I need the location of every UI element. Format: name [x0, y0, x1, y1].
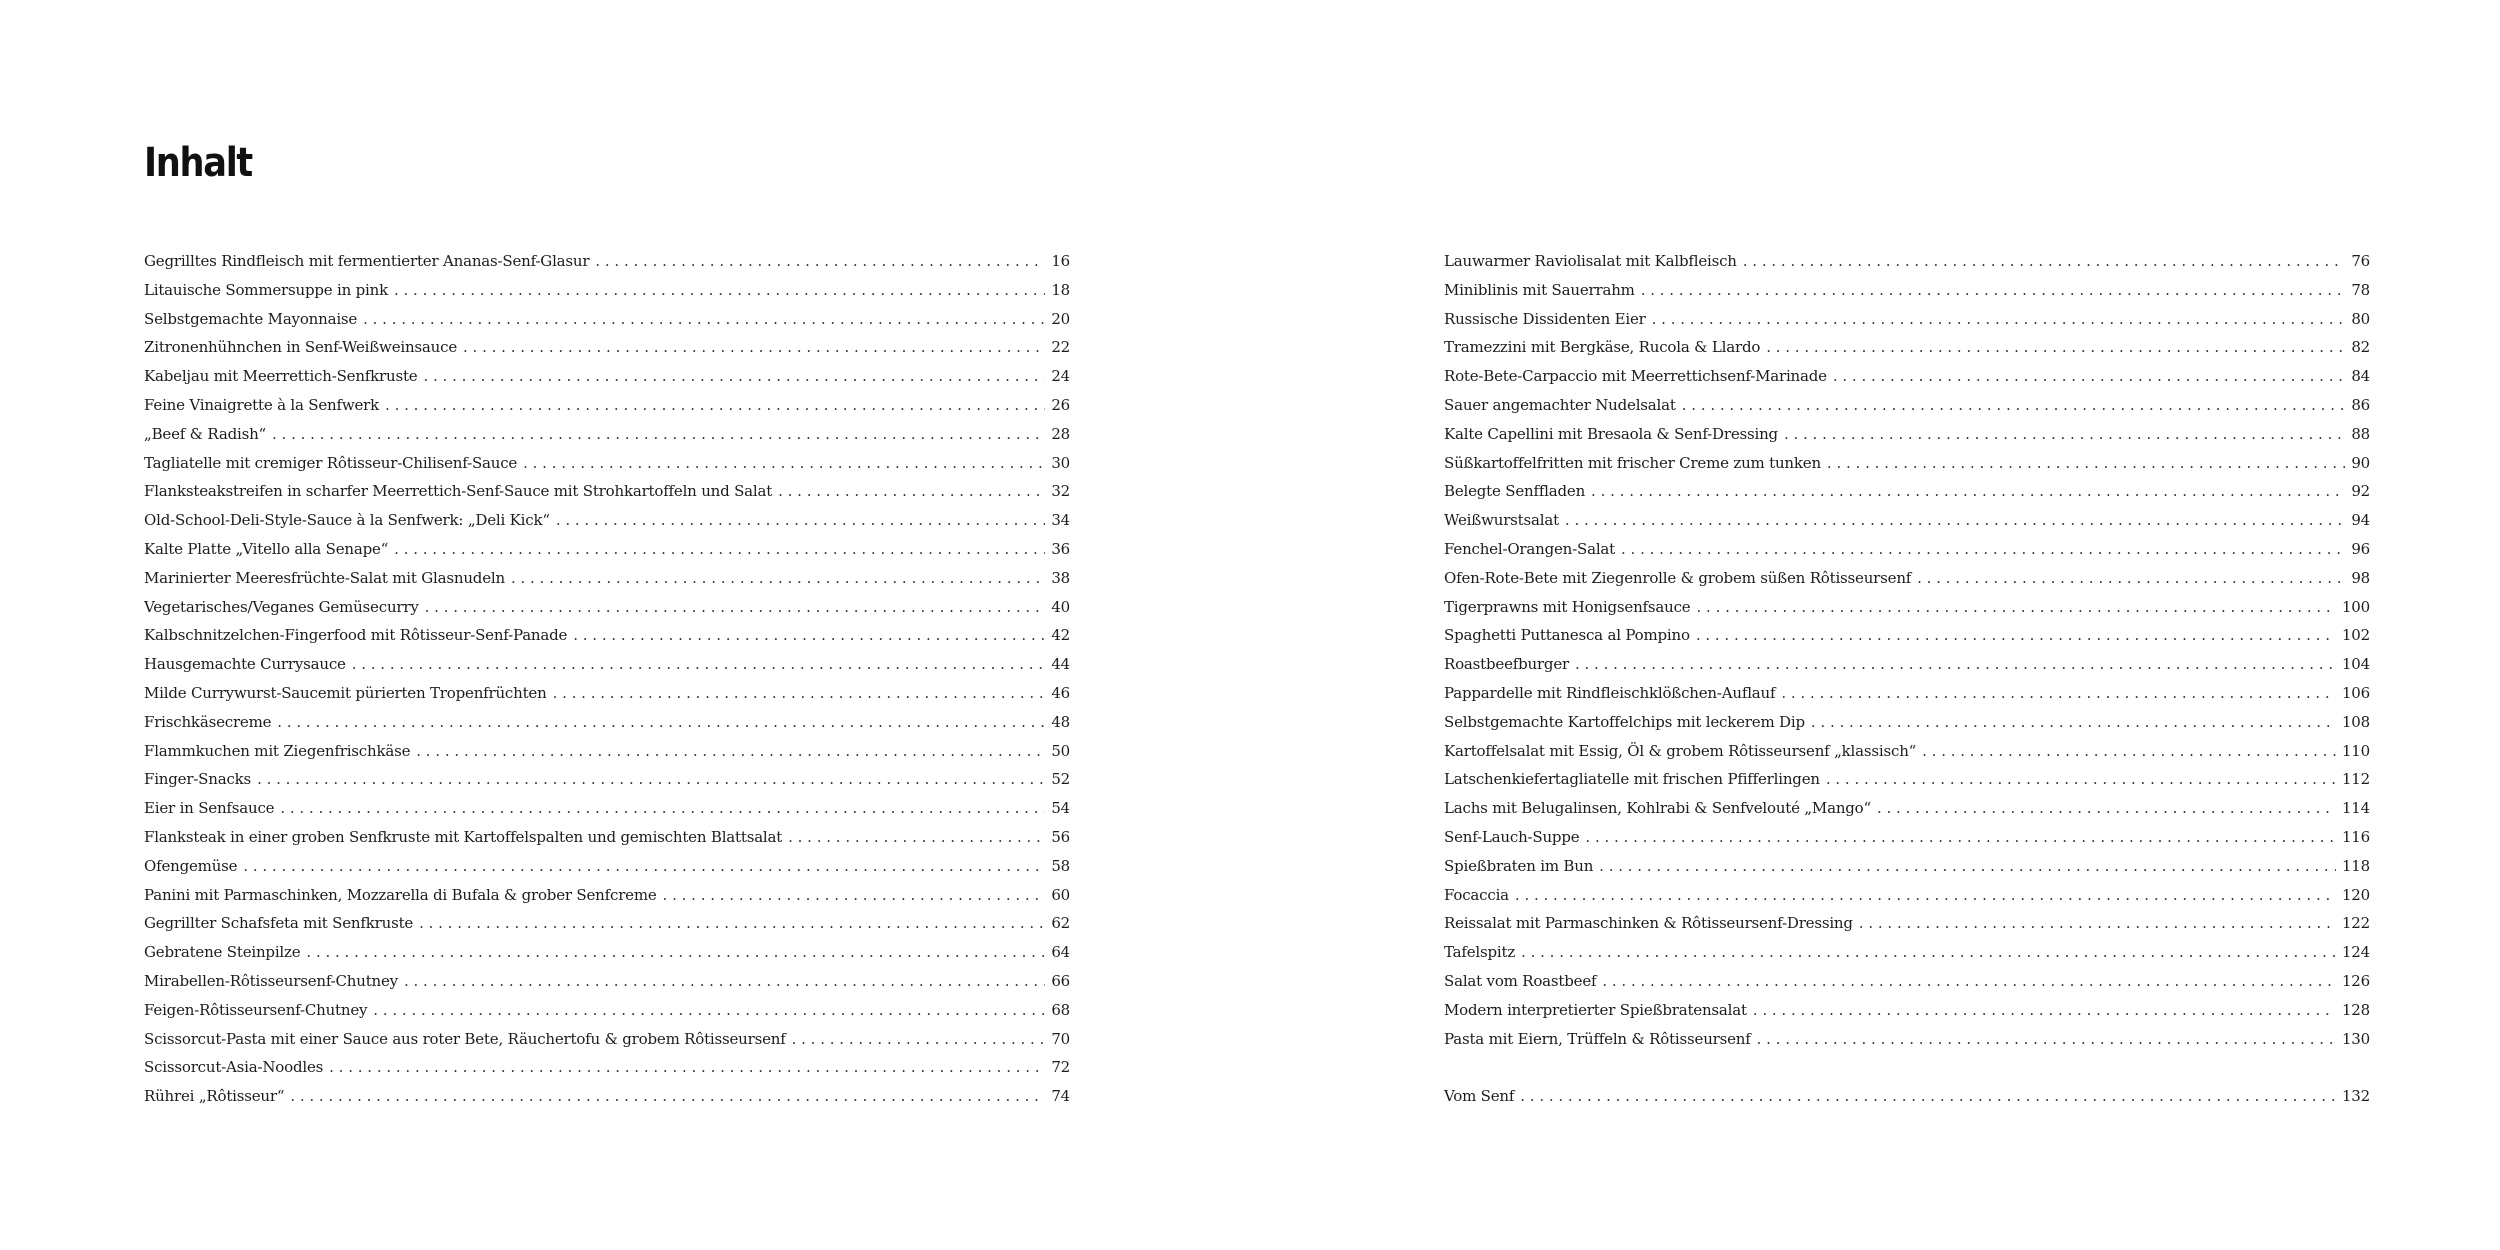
toc-leader-dots [419, 909, 1045, 938]
toc-entry-title: Latschenkiefertagliatelle mit frischen Pfifferlingen [1444, 770, 1820, 789]
toc-entry-title: Flammkuchen mit Ziegenfrischkäse [144, 741, 411, 760]
toc-entry [1444, 765, 2370, 794]
toc-entry-title: Litauische Sommersuppe in pink [144, 280, 388, 299]
toc-entry-title: Ofengemüse [144, 856, 238, 875]
toc-leader-dots [523, 449, 1045, 478]
toc-entry-title: Finger-Snacks [144, 770, 252, 789]
toc-entry-page: 60 [1051, 885, 1070, 904]
toc-leader-dots [511, 564, 1045, 593]
toc-leader-dots [1826, 765, 2336, 794]
toc-entry-title: Ofen-Rote-Bete mit Ziegenrolle & grobem süßen Rôtisseursenf [1444, 568, 1912, 587]
toc-leader-dots [573, 621, 1045, 650]
toc-entry [144, 708, 1070, 737]
toc-entry-page: 94 [2351, 511, 2370, 530]
toc-entry-title: Tagliatelle mit cremiger Rôtisseur-Chilisenf-Sauce [144, 453, 518, 472]
toc-entry [1444, 333, 2370, 362]
toc-entry-title: Feigen-Rôtisseursenf-Chutney [144, 1000, 368, 1019]
toc-entry-page: 70 [1051, 1029, 1070, 1048]
toc-entry-title: Rote-Bete-Carpaccio mit Meerrettichsenf-Marinade [1444, 367, 1827, 386]
toc-entry-title: Reissalat mit Parmaschinken & Rôtisseursenf-Dressing [1444, 914, 1853, 933]
toc-entry [1444, 852, 2370, 881]
toc-leader-dots [595, 247, 1045, 276]
toc-leader-dots [1641, 276, 2346, 305]
toc-leader-dots [1757, 1025, 2336, 1054]
toc-entry-page: 124 [2341, 943, 2370, 962]
toc-entry-page: 92 [2351, 482, 2370, 501]
toc-entry [1444, 996, 2370, 1025]
toc-leader-dots [1585, 823, 2336, 852]
toc-entry-title: Mirabellen-Rôtisseursenf-Chutney [144, 971, 398, 990]
toc-leader-dots [1565, 506, 2345, 535]
toc-entry [1444, 420, 2370, 449]
toc-entry-title: Belegte Senffladen [1444, 482, 1586, 501]
toc-entry [144, 852, 1070, 881]
toc-entry-page: 116 [2341, 827, 2370, 846]
toc-entry [1444, 305, 2370, 334]
toc-entry [1444, 477, 2370, 506]
toc-leader-dots [1743, 247, 2346, 276]
toc-entry [1444, 621, 2370, 650]
toc-leader-dots [1753, 996, 2336, 1025]
toc-entry-title: Spaghetti Puttanesca al Pompino [1444, 626, 1690, 645]
toc-entry-title: Kalbschnitzelchen-Fingerfood mit Rôtisseur-Senf-Panade [144, 626, 568, 645]
toc-leader-dots [1602, 967, 2336, 996]
toc-entry [144, 1053, 1070, 1082]
toc-leader-dots [1575, 650, 2336, 679]
toc-leader-dots [1922, 737, 2336, 766]
toc-entry-page: 104 [2341, 655, 2370, 674]
toc-entry-page: 54 [1051, 799, 1070, 818]
toc-leader-dots [1784, 420, 2345, 449]
toc-leader-dots [1811, 708, 2336, 737]
toc-entry-title: Kalte Platte „Vitello alla Senape“ [144, 539, 389, 558]
toc-entry-title: Milde Currywurst-Saucemit pürierten Tropenfrüchten [144, 683, 547, 702]
toc-leader-dots [792, 1025, 1046, 1054]
toc-leader-dots [1766, 333, 2345, 362]
toc-entry-page: 28 [1051, 424, 1070, 443]
toc-leader-dots [1652, 305, 2346, 334]
toc-leader-dots [363, 305, 1045, 334]
toc-leader-dots [556, 506, 1045, 535]
toc-entry [1444, 593, 2370, 622]
toc-entry-page: 100 [2341, 597, 2370, 616]
toc-entry-page: 126 [2341, 971, 2370, 990]
toc-leader-dots [277, 708, 1045, 737]
toc-entry-title: Süßkartoffelfritten mit frischer Creme zum tunken [1444, 453, 1821, 472]
toc-entry-page: 102 [2341, 626, 2370, 645]
toc-entry-page: 62 [1051, 914, 1070, 933]
toc-entry [1444, 967, 2370, 996]
toc-entry [144, 305, 1070, 334]
toc-entry-page: 66 [1051, 971, 1070, 990]
toc-entry-title: Spießbraten im Bun [1444, 856, 1594, 875]
toc-entry [1444, 737, 2370, 766]
toc-entry [1444, 276, 2370, 305]
toc-entry-title: Roastbeefburger [1444, 655, 1569, 674]
toc-leader-dots [329, 1053, 1045, 1082]
toc-entry [144, 737, 1070, 766]
toc-entry [144, 967, 1070, 996]
toc-entry-page: 72 [1051, 1058, 1070, 1077]
toc-leader-dots [404, 967, 1045, 996]
page-title: Inhalt [144, 140, 252, 186]
toc-entry-title: Miniblinis mit Sauerrahm [1444, 280, 1635, 299]
toc-entry [1444, 909, 2370, 938]
toc-entry [144, 679, 1070, 708]
toc-entry-page: 20 [1051, 309, 1070, 328]
toc-entry-title: Fenchel-Orangen-Salat [1444, 539, 1615, 558]
toc-entry-page: 128 [2341, 1000, 2370, 1019]
toc-entry [144, 449, 1070, 478]
toc-entry [1444, 1082, 2370, 1111]
toc-entry-page: 44 [1051, 655, 1070, 674]
toc-entry-page: 34 [1051, 511, 1070, 530]
toc-entry-title: Gebratene Steinpilze [144, 943, 301, 962]
toc-entry-title: Flanksteakstreifen in scharfer Meerrettich-Senf-Sauce mit Strohkartoffeln und Salat [144, 482, 773, 501]
toc-entry [1444, 506, 2370, 535]
toc-entry-page: 98 [2351, 568, 2370, 587]
toc-entry-title: Marinierter Meeresfrüchte-Salat mit Glasnudeln [144, 568, 505, 587]
toc-entry-page: 122 [2341, 914, 2370, 933]
toc-leader-dots [425, 593, 1046, 622]
toc-entry-page: 84 [2351, 367, 2370, 386]
toc-leader-dots [1859, 909, 2336, 938]
toc-entry [1444, 449, 2370, 478]
toc-leader-dots [788, 823, 1045, 852]
toc-entry [144, 506, 1070, 535]
toc-entry-page: 22 [1051, 338, 1070, 357]
toc-entry-page: 74 [1051, 1087, 1070, 1106]
toc-entry-page: 52 [1051, 770, 1070, 789]
toc-entry [144, 794, 1070, 823]
toc-entry-page: 64 [1051, 943, 1070, 962]
toc-leader-dots [1877, 794, 2336, 823]
toc-right-column [1444, 247, 2370, 1111]
toc-entry-page: 38 [1051, 568, 1070, 587]
toc-entry [144, 564, 1070, 593]
toc-entry [1444, 535, 2370, 564]
toc-entry [144, 996, 1070, 1025]
toc-leader-dots [280, 794, 1045, 823]
toc-entry-title: Pappardelle mit Rindfleischklößchen-Auflauf [1444, 683, 1776, 702]
toc-entry-page: 42 [1051, 626, 1070, 645]
toc-leader-dots [416, 737, 1045, 766]
toc-leader-dots [778, 477, 1045, 506]
toc-entry-title: Scissorcut-Asia-Noodles [144, 1058, 324, 1077]
toc-entry [1444, 794, 2370, 823]
toc-left-column [144, 247, 1070, 1111]
toc-entry-page: 80 [2351, 309, 2370, 328]
toc-entry-title: Panini mit Parmaschinken, Mozzarella di Bufala & grober Senfcreme [144, 885, 657, 904]
toc-entry-title: Vom Senf [1444, 1087, 1515, 1106]
toc-leader-dots [553, 679, 1046, 708]
toc-entry-title: Kalte Capellini mit Bresaola & Senf-Dressing [1444, 424, 1778, 443]
toc-entry-page: 112 [2341, 770, 2370, 789]
toc-entry [1444, 679, 2370, 708]
toc-leader-dots [306, 938, 1045, 967]
toc-leader-dots [1827, 449, 2345, 478]
toc-entry-page: 24 [1051, 367, 1070, 386]
toc-entry-page: 90 [2351, 453, 2370, 472]
toc-entry [1444, 1025, 2370, 1054]
toc-entry [1444, 881, 2370, 910]
toc-entry-title: Weißwurstsalat [1444, 511, 1559, 530]
toc-entry [1444, 391, 2370, 420]
toc-leader-dots [352, 650, 1046, 679]
toc-leader-dots [394, 276, 1045, 305]
toc-entry-title: Russische Dissidenten Eier [1444, 309, 1646, 328]
toc-leader-dots [1515, 881, 2336, 910]
toc-entry [1444, 362, 2370, 391]
toc-leader-dots [243, 852, 1045, 881]
toc-entry-title: Tramezzini mit Bergkäse, Rucola & Llardo [1444, 338, 1761, 357]
toc-entry-title: Scissorcut-Pasta mit einer Sauce aus roter Bete, Räuchertofu & grobem Rôtisseursenf [144, 1029, 786, 1048]
toc-leader-dots [1591, 477, 2345, 506]
toc-entry-page: 108 [2341, 712, 2370, 731]
toc-entry-page: 120 [2341, 885, 2370, 904]
toc-entry-page: 76 [2351, 252, 2370, 270]
toc-entry [144, 881, 1070, 910]
toc-entry-page: 130 [2341, 1029, 2370, 1048]
toc-entry-page: 68 [1051, 1000, 1070, 1019]
toc-entry [144, 765, 1070, 794]
toc-entry [144, 621, 1070, 650]
toc-entry-page: 48 [1051, 712, 1070, 731]
toc-entry-page: 96 [2351, 539, 2370, 558]
toc-entry [144, 650, 1070, 679]
toc-entry-title: Focaccia [1444, 885, 1509, 904]
toc-entry-page: 46 [1051, 683, 1070, 702]
toc-leader-dots [394, 535, 1045, 564]
toc-entry-page: 58 [1051, 856, 1070, 875]
toc-entry-page: 40 [1051, 597, 1070, 616]
toc-entry-page: 132 [2341, 1087, 2370, 1106]
toc-entry-title: Flanksteak in einer groben Senfkruste mit Kartoffelspalten und gemischten Blattsalat [144, 827, 783, 846]
toc-entry-title: Kabeljau mit Meerrettich-Senfkruste [144, 367, 418, 386]
toc-entry-title: Kartoffelsalat mit Essig, Öl & grobem Rôtisseursenf „klassisch“ [1444, 741, 1917, 760]
toc-leader-dots [1521, 938, 2336, 967]
toc-entry-page: 88 [2351, 424, 2370, 443]
toc-entry-title: Hausgemachte Currysauce [144, 655, 346, 674]
toc-entry-title: Tigerprawns mit Honigsenfsauce [1444, 597, 1691, 616]
toc-entry [1444, 247, 2370, 276]
toc-entry-page: 78 [2351, 280, 2370, 299]
toc-entry-title: Selbstgemachte Mayonnaise [144, 309, 358, 328]
toc-entry [1444, 938, 2370, 967]
toc-entry [144, 593, 1070, 622]
toc-entry-title: Frischkäsecreme [144, 712, 272, 731]
toc-leader-dots [1917, 564, 2345, 593]
toc-entry [144, 909, 1070, 938]
toc-entry-page: 32 [1051, 482, 1070, 501]
toc-entry-title: Eier in Senfsauce [144, 799, 275, 818]
toc-entry-title: Rührei „Rôtisseur“ [144, 1087, 285, 1106]
toc-entry-title: Vegetarisches/Veganes Gemüsecurry [144, 597, 419, 616]
toc-entry-title: Old-School-Deli-Style-Sauce à la Senfwerk: „Deli Kick“ [144, 511, 550, 530]
toc-entry [144, 1082, 1070, 1111]
toc-leader-dots [1697, 593, 2336, 622]
toc-leader-dots [1833, 362, 2345, 391]
toc-leader-dots [423, 362, 1045, 391]
toc-entry [1444, 650, 2370, 679]
toc-entry-page: 50 [1051, 741, 1070, 760]
toc-leader-dots [272, 420, 1045, 449]
toc-entry-title: Lauwarmer Raviolisalat mit Kalbfleisch [1444, 252, 1737, 270]
toc-leader-dots [385, 391, 1045, 420]
toc-entry-page: 114 [2341, 799, 2370, 818]
toc-entry [144, 477, 1070, 506]
toc-entry-page: 26 [1051, 395, 1070, 414]
toc-entry [144, 247, 1070, 276]
toc-entry-page: 16 [1051, 252, 1070, 270]
toc-entry-title: Modern interpretierter Spießbratensalat [1444, 1000, 1747, 1019]
toc-leader-dots [1682, 391, 2346, 420]
toc-entry-title: Salat vom Roastbeef [1444, 971, 1597, 990]
toc-leader-dots [290, 1082, 1045, 1111]
toc-entry-title: Gegrillter Schafsfeta mit Senfkruste [144, 914, 414, 933]
toc-entry-title: Pasta mit Eiern, Trüffeln & Rôtisseursenf [1444, 1029, 1751, 1048]
toc-leader-dots [1696, 621, 2336, 650]
toc-entry [144, 535, 1070, 564]
toc-entry [144, 823, 1070, 852]
toc-entry [144, 362, 1070, 391]
toc-leader-dots [257, 765, 1045, 794]
toc-entry-title: „Beef & Radish“ [144, 424, 266, 443]
toc-entry-title: Gegrilltes Rindfleisch mit fermentierter Ananas-Senf-Glasur [144, 252, 590, 270]
toc-entry-title: Zitronenhühnchen in Senf-Weißweinsauce [144, 338, 458, 357]
toc-entry-page: 56 [1051, 827, 1070, 846]
toc-entry-page: 110 [2341, 741, 2370, 760]
toc-entry-title: Tafelspitz [1444, 943, 1516, 962]
toc-entry [144, 276, 1070, 305]
toc-leader-dots [1599, 852, 2336, 881]
toc-entry-page: 36 [1051, 539, 1070, 558]
toc-entry [144, 391, 1070, 420]
toc-entry-title: Lachs mit Belugalinsen, Kohlrabi & Senfvelouté „Mango“ [1444, 799, 1871, 818]
toc-leader-dots [463, 333, 1045, 362]
toc-leader-dots [663, 881, 1046, 910]
toc-entry-title: Senf-Lauch-Suppe [1444, 827, 1580, 846]
toc-entry [144, 333, 1070, 362]
toc-entry [144, 420, 1070, 449]
toc-entry-page: 86 [2351, 395, 2370, 414]
toc-entry [1444, 708, 2370, 737]
toc-entry [1444, 823, 2370, 852]
toc-entry-title: Selbstgemachte Kartoffelchips mit leckerem Dip [1444, 712, 1805, 731]
toc-leader-dots [1520, 1082, 2336, 1111]
toc-entry-title: Sauer angemachter Nudelsalat [1444, 395, 1676, 414]
toc-leader-dots [373, 996, 1045, 1025]
toc-entry [144, 938, 1070, 967]
toc-entry-page: 118 [2341, 856, 2370, 875]
toc-entry [144, 1025, 1070, 1054]
toc-entry-page: 82 [2351, 338, 2370, 357]
toc-leader-dots [1621, 535, 2345, 564]
toc-entry-page: 18 [1051, 280, 1070, 299]
toc-entry-title: Feine Vinaigrette à la Senfwerk [144, 395, 380, 414]
toc-entry [1444, 564, 2370, 593]
toc-entry-page: 106 [2341, 683, 2370, 702]
toc-entry-page: 30 [1051, 453, 1070, 472]
toc-leader-dots [1781, 679, 2336, 708]
